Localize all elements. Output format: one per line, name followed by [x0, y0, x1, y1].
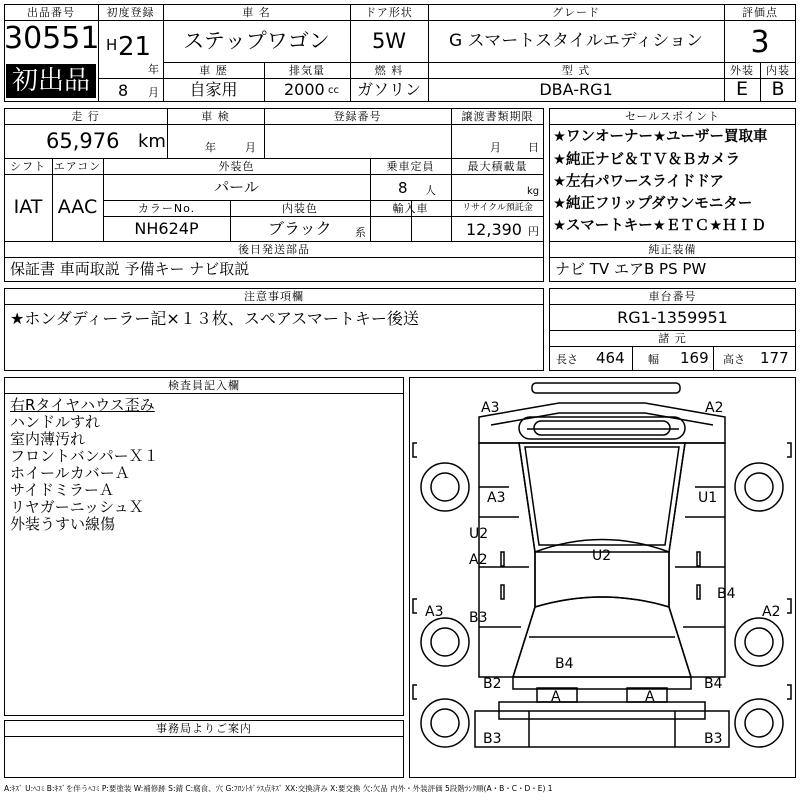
later-parts-label: 後日発送部品: [238, 243, 310, 256]
recycle-deposit: 12,390: [466, 220, 522, 239]
divider: [632, 346, 633, 371]
width-label: 幅: [648, 353, 659, 366]
width: 169: [680, 349, 709, 367]
chassis-label: 車台番号: [648, 290, 697, 303]
first-registration-label: 初度登録: [106, 6, 155, 19]
divider: [549, 304, 796, 305]
capacity: 8: [398, 179, 408, 197]
damage-label: A3: [487, 490, 506, 506]
history: 自家用: [189, 80, 238, 99]
month-unit: 月: [148, 86, 160, 99]
air-conditioner: AAC: [57, 196, 98, 218]
divider: [98, 20, 796, 21]
damage-label: U2: [592, 548, 612, 564]
height-label: 高さ: [723, 353, 745, 366]
inspection-month-unit: 月: [245, 141, 257, 154]
door-type: 5W: [371, 29, 407, 53]
divider: [4, 257, 544, 258]
lot-number: 30551: [4, 21, 100, 56]
inspector-label: 検査員記入欄: [168, 379, 240, 392]
inspector-note: サイドミラーＡ: [10, 481, 114, 499]
inspector-note: 外装うすい線傷: [10, 515, 116, 533]
length: 464: [596, 349, 625, 367]
sales-point-item: ★左右パワースライドドア: [553, 174, 724, 190]
displacement-unit: cc: [328, 85, 339, 96]
equipment: ナビ TV エアB PS PW: [555, 260, 707, 278]
divider: [103, 216, 544, 217]
inspector-note: リヤガーニッシュＸ: [10, 498, 144, 516]
divider: [163, 62, 796, 63]
lot-number-label: 出品番号: [27, 6, 75, 19]
interior-grade: B: [771, 78, 785, 100]
divider: [549, 346, 796, 347]
divider: [4, 124, 544, 125]
inspector-note: ホイールカバーＡ: [10, 464, 130, 482]
ac-label: エアコン: [53, 160, 102, 173]
model-name: ステップワゴン: [183, 29, 330, 53]
divider: [98, 78, 163, 79]
damage-legend: A:ｷｽﾞ U:ﾍｺﾐ B:ｷｽﾞを伴うﾍｺﾐ P:要塗装 W:補修跡 S:錆 C:腐食、穴 G:ﾌﾛﾝﾄｶﾞﾗｽ点ｷｽﾞ XX:交換済み X:要交換 欠:欠品 内外・外装評価 5段階ﾗﾝｸ順(A・B・C・D・E) 1: [4, 784, 553, 793]
history-label: 車 歴: [199, 64, 228, 77]
damage-label: A2: [762, 604, 781, 620]
color-label: 外装色: [218, 160, 255, 173]
vehicle-damage-diagram: [409, 377, 796, 778]
office-label: 事務局よりご案内: [156, 722, 252, 735]
inspector-note: 室内薄汚れ: [10, 430, 86, 448]
registration-month: 8: [118, 81, 129, 100]
divider: [4, 158, 544, 159]
divider: [4, 304, 544, 305]
score: 3: [750, 25, 770, 60]
transfer-deadline-label: 譲渡書類期限: [461, 110, 534, 123]
damage-label: A: [645, 689, 655, 705]
model-label: 車 名: [242, 6, 271, 19]
inspector-note: フロントバンパーＸ１: [10, 447, 159, 465]
max-load-unit: kg: [527, 186, 540, 197]
divider: [163, 78, 796, 79]
inspection-year-unit: 年: [205, 141, 217, 154]
mileage-unit: km: [138, 131, 166, 152]
caution-label: 注意事項欄: [244, 290, 304, 303]
interior-color: ブラック: [268, 219, 332, 238]
interior-color-label: 内装色: [282, 202, 318, 215]
grade-label: グレード: [552, 6, 600, 19]
sales-point-item: ★純正ナビ＆ＴＶ＆Ｂカメラ: [553, 152, 740, 168]
damage-label: A3: [481, 400, 500, 416]
sales-point-item: ★純正フリップダウンモニター: [553, 196, 753, 212]
later-parts: 保証書 車両取説 予備キー ナビ取説: [10, 260, 250, 278]
max-load-label: 最大積載量: [467, 160, 528, 173]
import-label: 輸入車: [392, 202, 429, 215]
divider: [4, 174, 544, 175]
color-number-label: カラーNo.: [137, 202, 196, 215]
damage-label: U1: [698, 490, 718, 506]
fuel-label: 燃 料: [374, 64, 404, 77]
registration-year: 21: [118, 32, 152, 62]
damage-label: B3: [704, 731, 723, 747]
length-label: 長さ: [556, 353, 578, 366]
damage-label: U2: [469, 526, 489, 542]
displacement-label: 排気量: [289, 64, 325, 77]
interior-color-unit: 系: [355, 226, 367, 239]
model-type: DBA-RG1: [539, 80, 613, 99]
damage-label: B3: [483, 731, 502, 747]
height: 177: [760, 349, 789, 367]
damage-label: B4: [717, 586, 736, 602]
inspector-note: ハンドルすれ: [10, 413, 101, 431]
capacity-unit: 人: [425, 184, 437, 197]
divider: [103, 200, 544, 201]
divider: [549, 241, 796, 242]
era: H: [106, 36, 118, 54]
score-label: 評価点: [742, 6, 778, 19]
damage-label: A2: [705, 400, 724, 416]
color-number: NH624P: [134, 219, 199, 238]
plate-label: 登録番号: [333, 110, 382, 123]
mileage: 65,976: [46, 129, 120, 153]
dimensions-label: 諸 元: [658, 332, 687, 345]
exterior-label: 外装: [730, 64, 754, 77]
damage-label: B4: [704, 676, 723, 692]
exterior-color: パール: [214, 178, 259, 196]
first-listing-badge: 初出品: [6, 64, 96, 98]
door-label: ドア形状: [365, 6, 413, 19]
divider: [549, 257, 796, 258]
inspection-label: 車 検: [201, 110, 230, 123]
divider: [4, 393, 404, 394]
exterior-grade: E: [735, 78, 748, 100]
type-label: 型 式: [561, 64, 591, 77]
mileage-label: 走 行: [71, 110, 100, 123]
transfer-month-unit: 月: [490, 141, 502, 154]
caution-text: ★ホンダディーラー記×１３枚、スペアスマートキー後送: [10, 309, 419, 328]
sales-point-item: ★スマートキー★ＥＴＣ★ＨＩＤ: [553, 218, 766, 234]
divider: [549, 124, 796, 125]
transfer-day-unit: 日: [528, 141, 540, 154]
displacement: 2000: [284, 80, 325, 99]
sales-points-label: セールスポイント: [624, 110, 720, 123]
shift: IAT: [13, 196, 43, 218]
damage-label: A2: [469, 552, 488, 568]
interior-label: 内装: [766, 64, 790, 77]
damage-label: B3: [469, 610, 488, 626]
recycle-unit: 円: [528, 225, 540, 238]
divider: [549, 330, 796, 331]
recycle-deposit-label: リサイクル預託金: [462, 203, 533, 213]
sales-point-item: ★ワンオーナー★ユーザー買取車: [553, 129, 768, 145]
year-unit: 年: [148, 63, 160, 76]
divider: [4, 736, 404, 737]
damage-label: B4: [555, 656, 574, 672]
damage-label: A: [551, 689, 561, 705]
equipment-label: 純正装備: [648, 243, 697, 256]
grade: G スマートスタイルエディション: [448, 31, 704, 51]
damage-label: A3: [425, 604, 444, 620]
fuel: ガソリン: [356, 80, 421, 99]
divider: [713, 346, 714, 371]
shift-label: シフト: [10, 160, 46, 173]
capacity-label: 乗車定員: [386, 160, 435, 173]
inspector-note: 右Rタイヤハウス歪み: [10, 396, 155, 414]
divider: [4, 241, 544, 242]
chassis-number: RG1-1359951: [617, 308, 728, 327]
damage-label: B2: [483, 676, 502, 692]
